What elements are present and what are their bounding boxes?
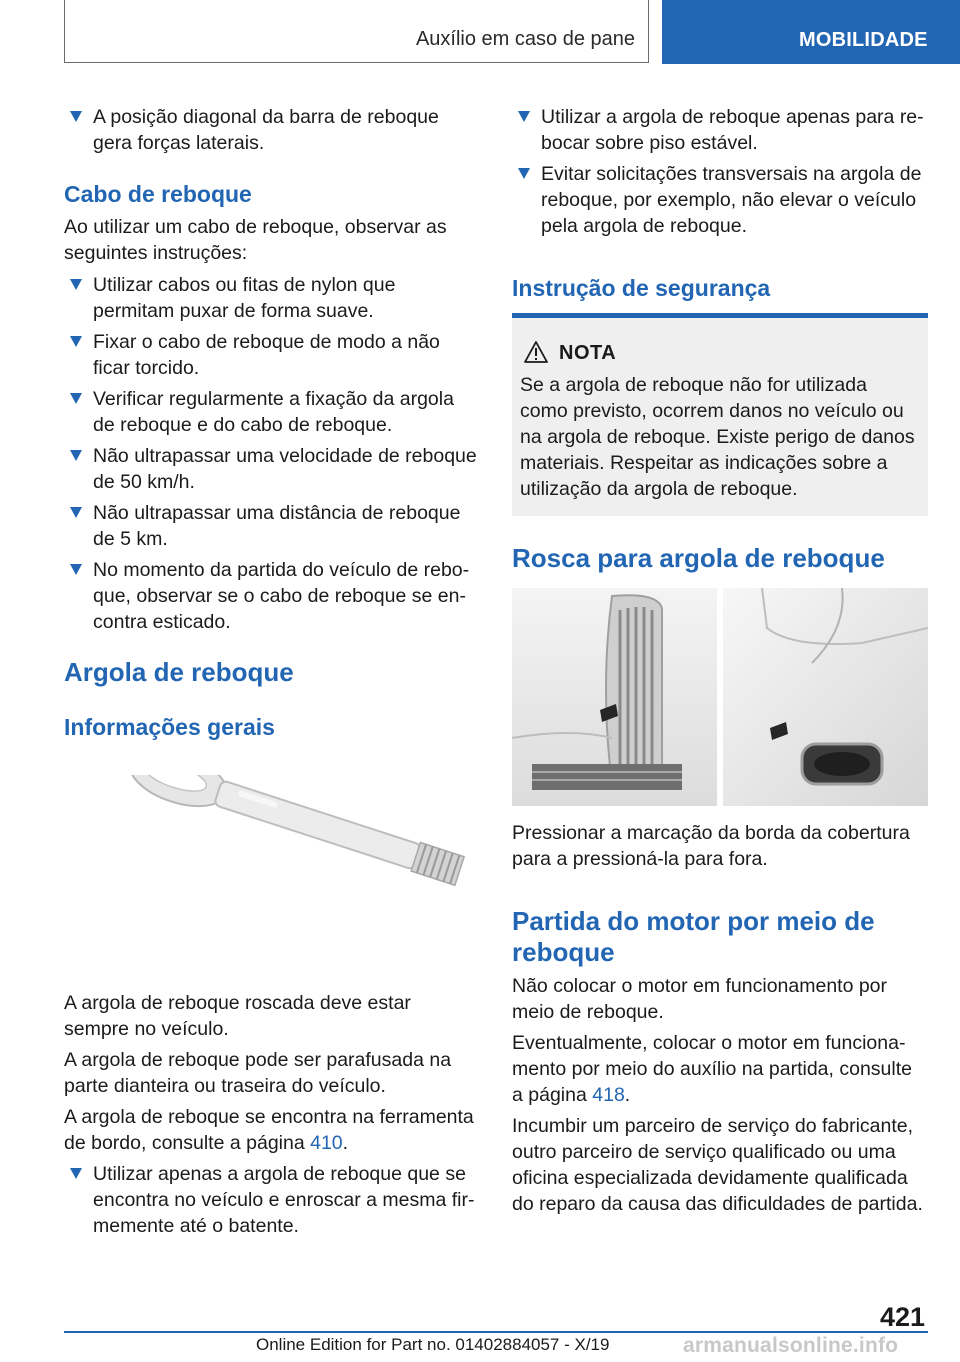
header-chapter-tab [662,0,960,64]
list-item-text: No momento da partida do veículo de reboque, observar se o cabo de reboque se encontra esticado. [93,559,470,633]
list-item [64,386,478,438]
notice-box [512,313,928,516]
paragraph-end: . [342,1132,349,1154]
list-item [64,557,478,635]
paragraph: A argola de reboque pode ser parafusada na parte dianteira ou traseira do veículo. [64,1049,452,1097]
list-item-text: Fixar o cabo de reboque de modo a não ficar torcido. [93,331,440,379]
thread-cover-photo [512,588,928,806]
paragraph: A argola de reboque roscada deve estar sempre no veículo. [64,992,411,1040]
footer-rule [64,1331,928,1333]
section-heading-towing-eye: Argola de reboque [64,657,294,687]
list-item-text: Utilizar apenas a argola de reboque que se encontra no veículo e enroscar a mesma firmemente até o batente. [93,1163,475,1237]
list-item-text: Verificar regularmente a fixação da argola de reboque e do cabo de reboque. [93,388,454,436]
list-item-text: Utilizar cabos ou fitas de nylon que permitam puxar de forma suave. [93,274,396,322]
list-item [64,1161,478,1239]
bullet-triangle-icon [518,111,530,122]
section-heading-thread: Rosca para argola de reboque [512,543,885,573]
list-item [64,443,478,495]
towing-eye-illustration [99,775,479,955]
subsection-heading-general: Informações gerais [64,714,275,740]
list-item [64,272,478,324]
list-item [64,104,478,156]
list-item [64,500,478,552]
list-item-text: Não ultrapassar uma distância de reboque de 5 km. [93,502,461,550]
header-section-title: Auxílio em caso de pane [415,28,635,50]
paragraph [64,1104,478,1156]
list-item-text: Não ultrapassar uma velocidade de reboque de 50 km/h. [93,445,477,493]
bullet-triangle-icon [70,111,82,122]
paragraph: Pressionar a marcação da borda da cobertura para a pressioná-la para fora. [512,822,910,870]
page-number: 421 [880,1302,926,1332]
paragraph: Não colocar o motor em funcionamento por meio de reboque. [512,975,888,1023]
list-item-text: Utilizar a argola de reboque apenas para rebocar sobre piso estável. [541,106,924,154]
paragraph [512,1030,928,1108]
section-heading-cable: Cabo de reboque [64,181,252,207]
page-link-410[interactable]: 410 [310,1132,343,1154]
bullet-triangle-icon [70,1168,82,1179]
watermark: armanualsonline.info [683,1334,899,1357]
bullet-triangle-icon [518,168,530,179]
paragraph-text: A argola de reboque se encontra na ferramenta de bordo, consulte a página [64,1106,474,1154]
paragraph-end: . [624,1084,631,1106]
notice-text: Se a argola de reboque não for utilizada como previsto, ocorrem danos no veículo ou na argola de reboque. Existe perigo de danos materiais. Respeitar as indicações sobre a utilização da argola de reboque. [520,374,915,500]
paragraph-text: Eventualmente, colocar o motor em funcionamento por meio do auxílio na partida, consulte a página [512,1032,912,1106]
bullet-triangle-icon [70,393,82,404]
list-item [512,104,928,156]
list-item-text: Evitar solicitações transversais na argola de reboque, por exemplo, não elevar o veículo pela argola de reboque. [541,163,922,237]
footer-edition: Online Edition for Part no. 01402884057 - X/19 [256,1335,610,1354]
notice-title: NOTA [559,342,617,364]
page-link-418[interactable]: 418 [592,1084,625,1106]
bullet-triangle-icon [70,450,82,461]
list-item-text: A posição diagonal da barra de reboque gera forças laterais. [93,106,439,154]
section-heading-safety: Instrução de segurança [512,275,771,301]
section-heading-tow-start: Partida do motor por meio de reboque [512,906,875,967]
list-item [512,161,928,239]
header-chapter-label: MOBILIDADE [799,29,928,51]
bullet-triangle-icon [70,507,82,518]
bullet-triangle-icon [70,279,82,290]
paragraph: Ao utilizar um cabo de reboque, observar as seguintes instruções: [64,216,447,264]
bullet-triangle-icon [70,564,82,575]
bullet-triangle-icon [70,336,82,347]
warning-triangle-icon [524,341,548,363]
paragraph: Incumbir um parceiro de serviço do fabricante, outro parceiro de serviço qualificado ou uma oficina especializada devidamente qualificada do reparo da causa das dificuldades de partida. [512,1115,923,1215]
list-item [64,329,478,381]
